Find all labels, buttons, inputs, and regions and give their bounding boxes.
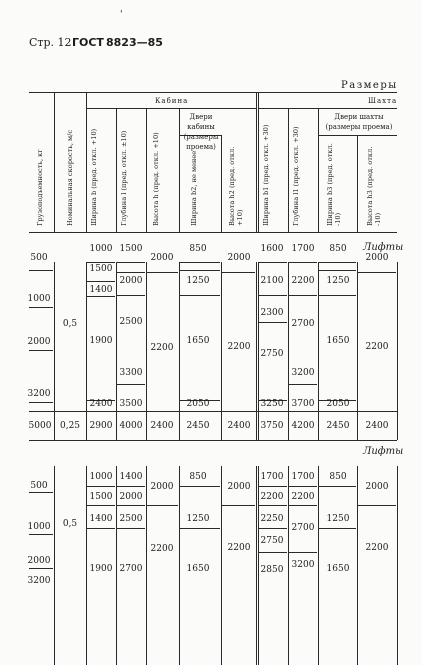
s1-depth: 3300: [119, 368, 143, 378]
shaft-depth-header: Глубина l1 (пред. откл. +30): [292, 126, 300, 226]
s2-cap-3200: 3200: [27, 576, 51, 586]
last-row-cell: 2450: [186, 421, 210, 431]
last-row-cell: 0,25: [59, 421, 81, 431]
table-title: Размеры: [341, 80, 398, 91]
last-row-cell: 2400: [365, 421, 389, 431]
s2-door-width: 1650: [186, 564, 210, 574]
s1-height: 2000: [150, 253, 174, 263]
page-mark: ': [120, 10, 123, 20]
s2-depth: 2500: [119, 514, 143, 524]
s2-door-height: 2200: [227, 543, 251, 553]
s2-shaft-depth: 2700: [291, 523, 315, 533]
cab-depth-header: Глубина l (пред. откл. ±10): [120, 130, 128, 226]
s1-shaft-depth: 3200: [291, 368, 315, 378]
speed-header: Номинальная скорость, м/с: [66, 129, 74, 226]
s1-shaft-width: 2300: [260, 308, 284, 318]
s1-shaft-depth: 1700: [291, 244, 315, 254]
s2-width: 1400: [89, 514, 113, 524]
s1-cap-500: 500: [30, 253, 48, 263]
s2-shaft-width: 2850: [260, 565, 284, 575]
cab-width-header: Ширина b (пред. откл. +10): [90, 128, 98, 226]
s2-door-width: 850: [189, 472, 207, 482]
s1-depth: 1500: [119, 244, 143, 254]
s2-shaft-depth: 3200: [291, 560, 315, 570]
s1-shaft-depth: 2700: [291, 319, 315, 329]
s2-shaft-door-width: 1650: [326, 564, 350, 574]
s2-height: 2000: [150, 482, 174, 492]
capacity-header: Грузоподъемность, кг: [36, 149, 44, 226]
s1-cap-1000: 1000: [27, 294, 51, 304]
last-row-cell: 3750: [260, 421, 284, 431]
s1-shaft-door-width: 1650: [326, 336, 350, 346]
shaft-header: Шахта: [368, 97, 398, 105]
s1-shaft-depth: 3700: [291, 399, 315, 409]
s2-shaft-door-height: 2000: [365, 482, 389, 492]
cab-door-height-header: Высота h2 (пред. откл. +10): [228, 146, 244, 226]
s2-door-height: 2000: [227, 482, 251, 492]
s1-door-height: 2200: [227, 342, 251, 352]
s1-shaft-width: 2100: [260, 276, 284, 286]
s1-shaft-door-height: 2000: [365, 253, 389, 263]
s1-shaft-width: 2750: [260, 349, 284, 359]
s2-shaft-door-width: 850: [329, 472, 347, 482]
s1-shaft-door-height: 2200: [365, 342, 389, 352]
s1-shaft-door-width: 2050: [326, 399, 350, 409]
s2-width: 1500: [89, 492, 113, 502]
s2-shaft-width: 2250: [260, 514, 284, 524]
page-number: Стр. 12: [29, 36, 72, 49]
s1-width: 1900: [89, 336, 113, 346]
s1-door-width: 850: [189, 244, 207, 254]
s1-width: 1400: [89, 285, 113, 295]
s2-width: 1000: [89, 472, 113, 482]
s1-depth: 3500: [119, 399, 143, 409]
cabin-header: Кабина: [155, 97, 189, 105]
s1-door-width: 1250: [186, 276, 210, 286]
s1-cap-2000: 2000: [27, 337, 51, 347]
s2-speed: 0,5: [62, 519, 78, 529]
cab-door-width-header: Ширина b2, не менее: [190, 150, 198, 226]
s1-shaft-door-width: 850: [329, 244, 347, 254]
s2-width: 1900: [89, 564, 113, 574]
s1-shaft-width: 1600: [260, 244, 284, 254]
last-row-cell: 5000: [28, 421, 52, 431]
s2-shaft-door-height: 2200: [365, 543, 389, 553]
section-label-1: Лифты: [363, 242, 404, 253]
last-row-cell: 2400: [150, 421, 174, 431]
s1-width: 2400: [89, 399, 113, 409]
last-row-cell: 2400: [227, 421, 251, 431]
s2-height: 2200: [150, 544, 174, 554]
s2-depth: 1400: [119, 472, 143, 482]
s1-shaft-width: 3250: [260, 399, 284, 409]
s2-cap-500: 500: [30, 481, 48, 491]
s1-shaft-depth: 2200: [291, 276, 315, 286]
s1-cap-3200: 3200: [27, 389, 51, 399]
s1-width: 1000: [89, 244, 113, 254]
s2-door-width: 1250: [186, 514, 210, 524]
section-label-2: Лифты: [363, 446, 404, 457]
shaft-door-width-header: Ширина b3 (пред. откл. -10): [326, 143, 342, 226]
s2-shaft-width: 1700: [260, 472, 284, 482]
cab-height-header: Высота h (пред. откл. +10): [152, 132, 160, 226]
s2-shaft-depth: 1700: [291, 472, 315, 482]
last-row-cell: 2450: [326, 421, 350, 431]
shaft-doors-header: Двери шахты (размеры проема): [325, 113, 393, 131]
standard-label: ГОСТ: [72, 36, 104, 49]
last-row-cell: 4000: [119, 421, 143, 431]
shaft-width-header: Ширина b1 (пред. откл. +30): [262, 124, 270, 226]
s2-shaft-depth: 2200: [291, 492, 315, 502]
s2-cap-2000: 2000: [27, 556, 51, 566]
s1-speed: 0,5: [62, 319, 78, 329]
last-row-cell: 4200: [291, 421, 315, 431]
s2-cap-1000: 1000: [27, 522, 51, 532]
s1-depth: 2500: [119, 317, 143, 327]
s2-shaft-door-width: 1250: [326, 514, 350, 524]
s2-shaft-width: 2750: [260, 536, 284, 546]
s2-depth: 2700: [119, 564, 143, 574]
cab-doors-header: Двери кабины (размеры проема): [183, 113, 219, 151]
s1-width: 1500: [89, 264, 113, 274]
shaft-door-height-header: Высота h3 (пред. откл. -10): [366, 146, 382, 226]
s1-door-width: 1650: [186, 336, 210, 346]
s1-door-width: 2050: [186, 399, 210, 409]
s1-depth: 2000: [119, 276, 143, 286]
s2-shaft-width: 2200: [260, 492, 284, 502]
last-row-cell: 2900: [89, 421, 113, 431]
s1-shaft-door-width: 1250: [326, 276, 350, 286]
s2-depth: 2000: [119, 492, 143, 502]
s1-height: 2200: [150, 343, 174, 353]
s1-door-height: 2000: [227, 253, 251, 263]
standard-number: 8823—85: [106, 36, 163, 49]
